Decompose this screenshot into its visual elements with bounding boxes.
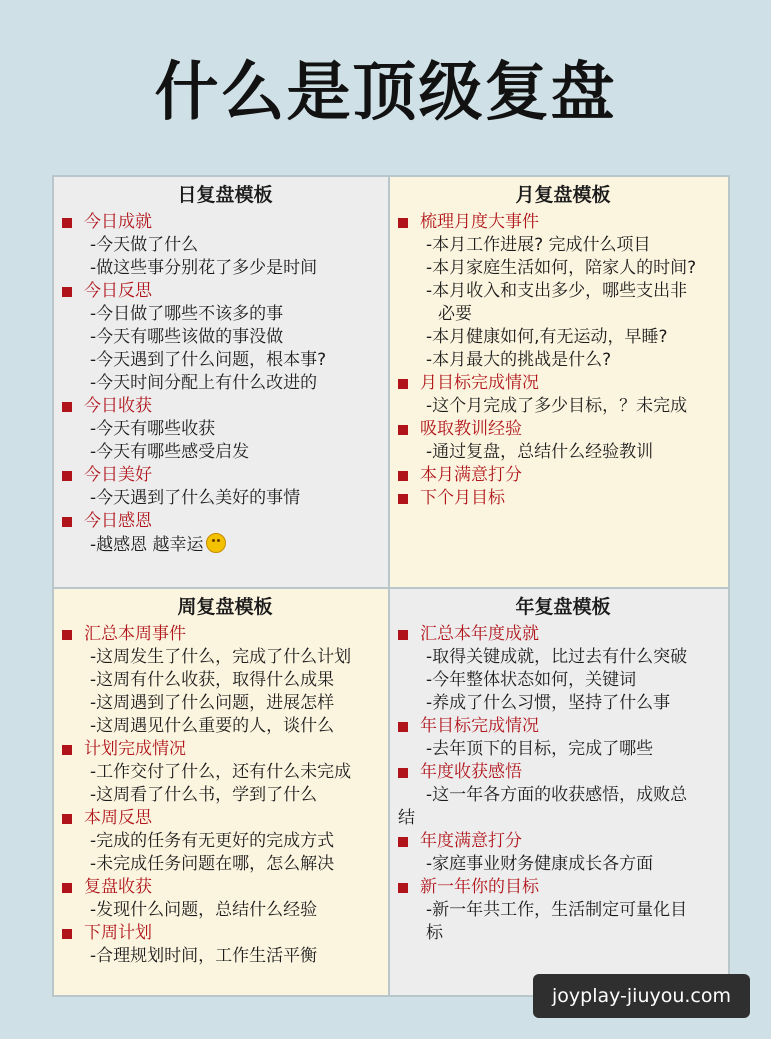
section-heading: 汇总本周事件: [62, 623, 388, 646]
square-bullet-icon: [398, 768, 408, 778]
list-item: -养成了什么习惯，坚持了什么事: [426, 693, 671, 713]
list-item: -今天有哪些收获: [90, 419, 216, 439]
square-bullet-icon: [62, 630, 72, 640]
list-item: -这周遇见什么重要的人，谈什么: [90, 716, 335, 736]
list-item: -这一年各方面的收获感悟，成败总: [426, 785, 688, 805]
section-heading: 年目标完成情况: [398, 715, 728, 738]
list-item: -家庭事业财务健康成长各方面: [426, 854, 654, 874]
square-bullet-icon: [398, 425, 408, 435]
smiley-emoji-icon: [206, 533, 226, 553]
square-bullet-icon: [62, 929, 72, 939]
square-bullet-icon: [398, 379, 408, 389]
list-item: -今天遇到了什么问题，根本事?: [90, 350, 327, 370]
list-item: -本月最大的挑战是什么?: [426, 350, 612, 370]
list-item: -今天时间分配上有什么改进的: [90, 373, 318, 393]
section-heading: 今日收获: [62, 395, 388, 418]
square-bullet-icon: [398, 630, 408, 640]
section-heading: 今日美好: [62, 464, 388, 487]
watermark-badge: joyplay-jiuyou.com: [533, 974, 750, 1018]
square-bullet-icon: [398, 883, 408, 893]
list-item: -今天做了什么: [90, 235, 199, 255]
list-item: -本月家庭生活如何，陪家人的时间?: [426, 258, 697, 278]
section-heading: 复盘收获: [62, 876, 388, 899]
section-heading: 吸取教训经验: [398, 418, 728, 441]
list-item: -做这些事分别花了多少是时间: [90, 258, 318, 278]
list-item: -完成的任务有无更好的完成方式: [90, 831, 335, 851]
list-item: -本月健康如何,有无运动，早睡?: [426, 327, 668, 347]
section-heading: 下个月目标: [398, 487, 728, 510]
list-item: -通过复盘，总结什么经验教训: [426, 442, 654, 462]
list-item: -今年整体状态如何，关键词: [426, 670, 637, 690]
square-bullet-icon: [62, 814, 72, 824]
list-item: 必要: [438, 304, 472, 324]
day-review-quadrant: [54, 177, 390, 589]
square-bullet-icon: [398, 471, 408, 481]
list-item: -去年顶下的目标，完成了哪些: [426, 739, 654, 759]
section-heading: 今日反思: [62, 280, 388, 303]
list-item: -未完成任务问题在哪，怎么解决: [90, 854, 335, 874]
list-item: -这周遇到了什么问题，进展怎样: [90, 693, 335, 713]
page-title: 什么是顶级复盘: [154, 56, 617, 130]
list-item: -这周有什么收获，取得什么成果: [90, 670, 335, 690]
week-review-quadrant: [54, 589, 390, 995]
list-item: -今天有哪些感受启发: [90, 442, 250, 462]
list-item: -工作交付了什么，还有什么未完成: [90, 762, 352, 782]
quadrant-title: 周复盘模板: [177, 596, 273, 618]
list-item: -新一年共工作，生活制定可量化目: [426, 900, 688, 920]
list-item: -这个月完成了多少目标，？未完成: [426, 396, 688, 416]
section-heading: 年度满意打分: [398, 830, 728, 853]
square-bullet-icon: [62, 883, 72, 893]
section-heading: 新一年你的目标: [398, 876, 728, 899]
square-bullet-icon: [398, 218, 408, 228]
quadrant-title: 日复盘模板: [177, 184, 273, 206]
square-bullet-icon: [62, 287, 72, 297]
square-bullet-icon: [398, 837, 408, 847]
year-review-quadrant: [390, 589, 728, 995]
square-bullet-icon: [62, 218, 72, 228]
section-heading: 本月满意打分: [398, 464, 728, 487]
section-heading: 今日成就: [62, 211, 388, 234]
list-item: -本月收入和支出多少，哪些支出非: [426, 281, 688, 301]
list-item: -发现什么问题，总结什么经验: [90, 900, 318, 920]
section-heading: 年度收获感悟: [398, 761, 728, 784]
section-heading: 本周反思: [62, 807, 388, 830]
list-item: -今日做了哪些不该多的事: [90, 304, 284, 324]
square-bullet-icon: [398, 494, 408, 504]
square-bullet-icon: [62, 517, 72, 527]
square-bullet-icon: [62, 471, 72, 481]
month-review-quadrant: [390, 177, 728, 589]
list-item: -这周看了什么书，学到了什么: [90, 785, 318, 805]
quadrant-title: 月复盘模板: [515, 184, 611, 206]
square-bullet-icon: [62, 402, 72, 412]
section-heading: 梳理月度大事件: [398, 211, 728, 234]
list-item: 标: [426, 923, 443, 943]
list-item: -今天遇到了什么美好的事情: [90, 488, 301, 508]
section-heading: 月目标完成情况: [398, 372, 728, 395]
section-heading: 今日感恩: [62, 510, 388, 533]
template-grid: [52, 175, 730, 997]
list-item: -合理规划时间，工作生活平衡: [90, 946, 318, 966]
section-heading: 下周计划: [62, 922, 388, 945]
list-item: 结: [398, 808, 415, 828]
square-bullet-icon: [62, 745, 72, 755]
list-item: -越感恩 越幸运: [62, 533, 388, 557]
quadrant-title: 年复盘模板: [515, 596, 611, 618]
section-heading: 汇总本年度成就: [398, 623, 728, 646]
section-heading: 计划完成情况: [62, 738, 388, 761]
list-item: -今天有哪些该做的事没做: [90, 327, 284, 347]
list-item: -取得关键成就，比过去有什么突破: [426, 647, 688, 667]
list-item: -这周发生了什么，完成了什么计划: [90, 647, 352, 667]
square-bullet-icon: [398, 722, 408, 732]
list-item: -本月工作进展? 完成什么项目: [426, 235, 651, 255]
